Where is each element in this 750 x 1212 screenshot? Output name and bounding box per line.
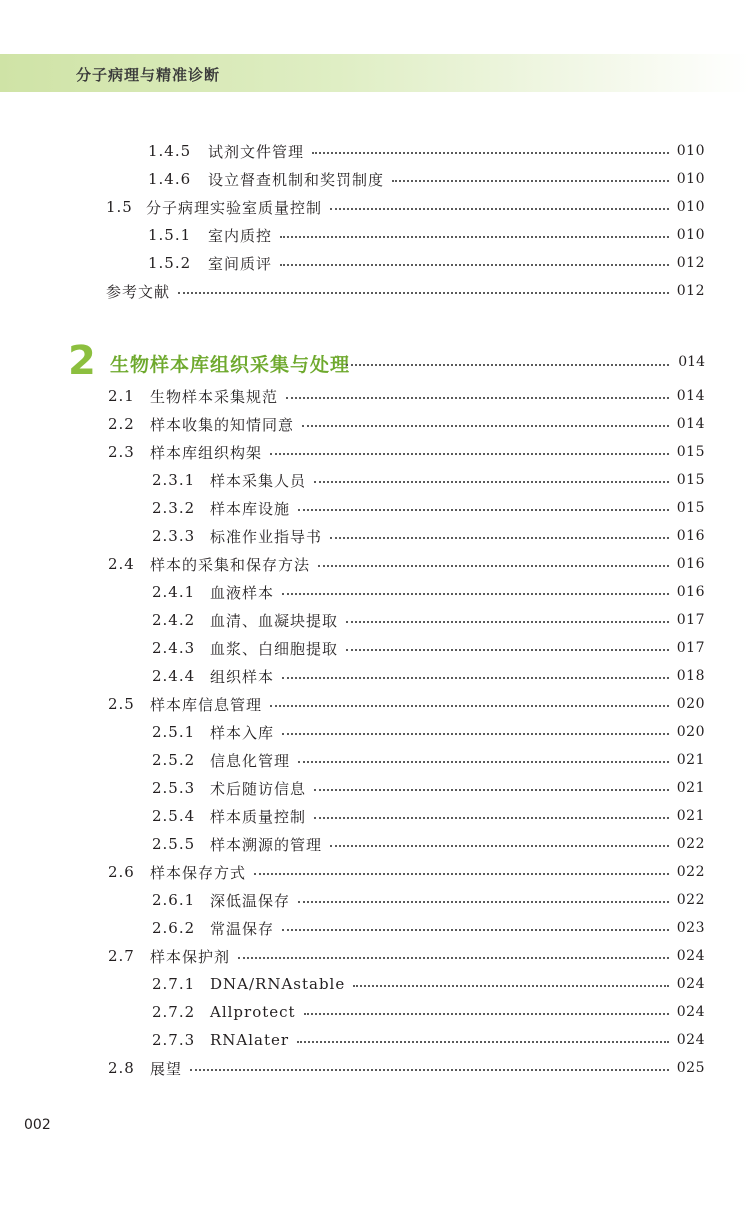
- dot-leader: [314, 789, 669, 791]
- toc-entry-page: 022: [676, 864, 705, 880]
- toc-entry[interactable]: [0, 860, 705, 884]
- toc-entry-number: 2.5: [108, 695, 135, 713]
- toc-entry-title: 样本保护剂: [150, 947, 231, 966]
- toc-entry-number: 2.7.2: [152, 1003, 196, 1021]
- chapter-page: 014: [678, 354, 705, 370]
- toc-entry-number: 2.1: [108, 387, 135, 405]
- toc-entry-title: 标准作业指导书: [210, 527, 323, 546]
- chapter-title: 生物样本库组织采集与处理: [110, 354, 351, 376]
- toc-entry-page: 021: [676, 752, 705, 768]
- toc-entry[interactable]: [0, 440, 705, 464]
- toc-entry-title: 血浆、白细胞提取: [210, 639, 339, 658]
- toc-entry-title: 样本质量控制: [210, 807, 307, 826]
- toc-entry[interactable]: [0, 251, 705, 275]
- toc-entry-page: 024: [676, 948, 705, 964]
- dot-leader: [238, 957, 669, 959]
- toc-entry[interactable]: [0, 972, 705, 996]
- toc-entry[interactable]: [0, 1000, 705, 1024]
- toc-entry-page: 014: [676, 388, 705, 404]
- toc-entry-page: 012: [676, 283, 705, 299]
- toc-entry[interactable]: [0, 664, 705, 688]
- toc-entry-number: 2.3.2: [152, 499, 196, 517]
- toc-entry-title: 深低温保存: [210, 891, 291, 910]
- dot-leader: [318, 565, 669, 567]
- toc-entry-title: 样本保存方式: [150, 863, 247, 882]
- dot-leader: [190, 1069, 669, 1071]
- toc-entry-page: 015: [676, 500, 705, 516]
- dot-leader: [330, 845, 669, 847]
- toc-entry-title: 样本库组织构架: [150, 443, 263, 462]
- toc-entry-number: 1.4.6: [148, 170, 192, 188]
- dot-leader: [302, 425, 669, 427]
- toc-entry-page: 014: [676, 416, 705, 432]
- toc-entry-number: 2.5.1: [152, 723, 196, 741]
- toc-entry-page: 023: [676, 920, 705, 936]
- dot-leader: [330, 208, 669, 210]
- toc-entry-number: 2.6.1: [152, 891, 196, 909]
- toc-entry-page: 017: [676, 612, 705, 628]
- toc-entry-title: 组织样本: [210, 667, 275, 686]
- toc-entry-page: 025: [676, 1060, 705, 1076]
- toc-entry-number: 1.4.5: [148, 142, 192, 160]
- toc-entry-title: RNAlater: [210, 1031, 290, 1049]
- toc-entry-page: 020: [676, 724, 705, 740]
- toc-entry-number: 2.7.3: [152, 1031, 196, 1049]
- dot-leader: [346, 649, 669, 651]
- toc-entry[interactable]: [0, 804, 705, 828]
- toc-entry[interactable]: [0, 1056, 705, 1080]
- toc-entry-page: 024: [676, 1032, 705, 1048]
- toc-entry-page: 015: [676, 444, 705, 460]
- toc-entry-page: 016: [676, 528, 705, 544]
- toc-entry-title: 展望: [150, 1059, 183, 1078]
- toc-entry-title: 常温保存: [210, 919, 275, 938]
- toc-entry-number: 2.5.5: [152, 835, 196, 853]
- dot-leader: [298, 761, 669, 763]
- dot-leader: [314, 481, 669, 483]
- toc-entry[interactable]: [0, 888, 705, 912]
- toc-entry-title: 室内质控: [208, 226, 273, 245]
- chapter-number: 2: [68, 338, 96, 384]
- toc-entry[interactable]: [0, 580, 705, 604]
- chapter-heading[interactable]: [0, 338, 705, 384]
- dot-leader: [314, 817, 669, 819]
- toc-entry-title: 生物样本采集规范: [150, 387, 279, 406]
- toc-entry-number: 2.5.4: [152, 807, 196, 825]
- toc-entry-title: 术后随访信息: [210, 779, 307, 798]
- toc-entry-page: 022: [676, 836, 705, 852]
- toc-entry[interactable]: [0, 832, 705, 856]
- toc-entry-references[interactable]: [0, 279, 705, 303]
- toc-entry-number: 2.4.4: [152, 667, 196, 685]
- toc-entry-number: 1.5: [106, 198, 133, 216]
- toc-entry-number: 2.4.1: [152, 583, 196, 601]
- dot-leader: [298, 509, 669, 511]
- toc-entry-page: 022: [676, 892, 705, 908]
- dot-leader: [282, 677, 669, 679]
- toc-entry[interactable]: [0, 496, 705, 520]
- dot-leader: [280, 264, 669, 266]
- page-number: 002: [24, 1117, 51, 1133]
- toc-entry-page: 010: [676, 143, 705, 159]
- toc-entry-number: 2.3.1: [152, 471, 196, 489]
- toc-entry-title: 参考文献: [106, 282, 171, 301]
- toc-entry-number: 2.7.1: [152, 975, 196, 993]
- toc-entry[interactable]: [0, 720, 705, 744]
- toc-entry-page: 024: [676, 976, 705, 992]
- toc-entry-page: 021: [676, 808, 705, 824]
- toc-entry-title: 样本收集的知情同意: [150, 415, 295, 434]
- toc-entry-page: 015: [676, 472, 705, 488]
- dot-leader: [346, 364, 669, 366]
- dot-leader: [254, 873, 669, 875]
- dot-leader: [286, 397, 669, 399]
- dot-leader: [282, 733, 669, 735]
- toc-entry-number: 2.4.2: [152, 611, 196, 629]
- toc-entry-number: 2.6: [108, 863, 135, 881]
- toc-entry-title: 血清、血凝块提取: [210, 611, 339, 630]
- toc-entry-page: 010: [676, 171, 705, 187]
- dot-leader: [282, 929, 669, 931]
- toc-entry-title: 样本溯源的管理: [210, 835, 323, 854]
- toc-entry[interactable]: [0, 223, 705, 247]
- toc-entry-number: 2.4.3: [152, 639, 196, 657]
- toc-entry-title: 样本库信息管理: [150, 695, 263, 714]
- toc-entry-page: 010: [676, 199, 705, 215]
- toc-entry[interactable]: [0, 412, 705, 436]
- toc-entry-number: 2.4: [108, 555, 135, 573]
- dot-leader: [280, 236, 669, 238]
- toc-entry-title: 信息化管理: [210, 751, 291, 770]
- dot-leader: [312, 152, 669, 154]
- toc-entry-title: Allprotect: [210, 1003, 296, 1021]
- toc-entry-number: 2.3: [108, 443, 135, 461]
- toc-entry-number: 2.2: [108, 415, 135, 433]
- toc-entry-title: DNA/RNAstable: [210, 975, 346, 993]
- toc-entry-page: 024: [676, 1004, 705, 1020]
- dot-leader: [178, 292, 669, 294]
- toc-entry[interactable]: [0, 468, 705, 492]
- toc-entry-number: 2.7: [108, 947, 135, 965]
- toc-entry-title: 样本采集人员: [210, 471, 307, 490]
- toc-entry-title: 样本入库: [210, 723, 275, 742]
- toc-entry-page: 012: [676, 255, 705, 271]
- dot-leader: [330, 537, 669, 539]
- toc-entry[interactable]: [0, 608, 705, 632]
- toc-entry[interactable]: [0, 776, 705, 800]
- dot-leader: [298, 901, 669, 903]
- toc-entry-title: 分子病理实验室质量控制: [146, 198, 323, 217]
- toc-entry[interactable]: [0, 195, 705, 219]
- dot-leader: [270, 705, 669, 707]
- toc-entry-number: 2.8: [108, 1059, 135, 1077]
- toc-entry[interactable]: [0, 167, 705, 191]
- toc-entry-title: 室间质评: [208, 254, 273, 273]
- toc-entry[interactable]: [0, 692, 705, 716]
- dot-leader: [282, 593, 669, 595]
- toc-entry-title: 样本库设施: [210, 499, 291, 518]
- toc-entry[interactable]: [0, 636, 705, 660]
- dot-leader: [353, 985, 669, 987]
- toc-entry-page: 016: [676, 556, 705, 572]
- toc-entry-title: 试剂文件管理: [208, 142, 305, 161]
- toc-entry-number: 2.3.3: [152, 527, 196, 545]
- toc-entry[interactable]: [0, 1028, 705, 1052]
- toc-entry-number: 2.5.2: [152, 751, 196, 769]
- toc-entry-page: 010: [676, 227, 705, 243]
- running-header-title: 分子病理与精准诊断: [76, 66, 221, 84]
- toc-entry[interactable]: [0, 944, 705, 968]
- toc-entry[interactable]: [0, 384, 705, 408]
- toc-entry-page: 017: [676, 640, 705, 656]
- toc-entry-number: 2.6.2: [152, 919, 196, 937]
- dot-leader: [270, 453, 669, 455]
- dot-leader: [304, 1013, 669, 1015]
- toc-entry-title: 设立督查机制和奖罚制度: [208, 170, 385, 189]
- toc-entry-page: 020: [676, 696, 705, 712]
- toc-entry-page: 016: [676, 584, 705, 600]
- toc-entry-title: 血液样本: [210, 583, 275, 602]
- toc-entry-page: 021: [676, 780, 705, 796]
- toc-entry[interactable]: [0, 524, 705, 548]
- toc-entry-number: 1.5.1: [148, 226, 192, 244]
- toc-entry[interactable]: [0, 916, 705, 940]
- toc-entry[interactable]: [0, 139, 705, 163]
- toc-entry-title: 样本的采集和保存方法: [150, 555, 311, 574]
- toc-entry[interactable]: [0, 748, 705, 772]
- toc-entry-number: 2.5.3: [152, 779, 196, 797]
- dot-leader: [392, 180, 669, 182]
- toc-entry[interactable]: [0, 552, 705, 576]
- toc-entry-number: 1.5.2: [148, 254, 192, 272]
- dot-leader: [346, 621, 669, 623]
- toc-entry-page: 018: [676, 668, 705, 684]
- dot-leader: [297, 1041, 669, 1043]
